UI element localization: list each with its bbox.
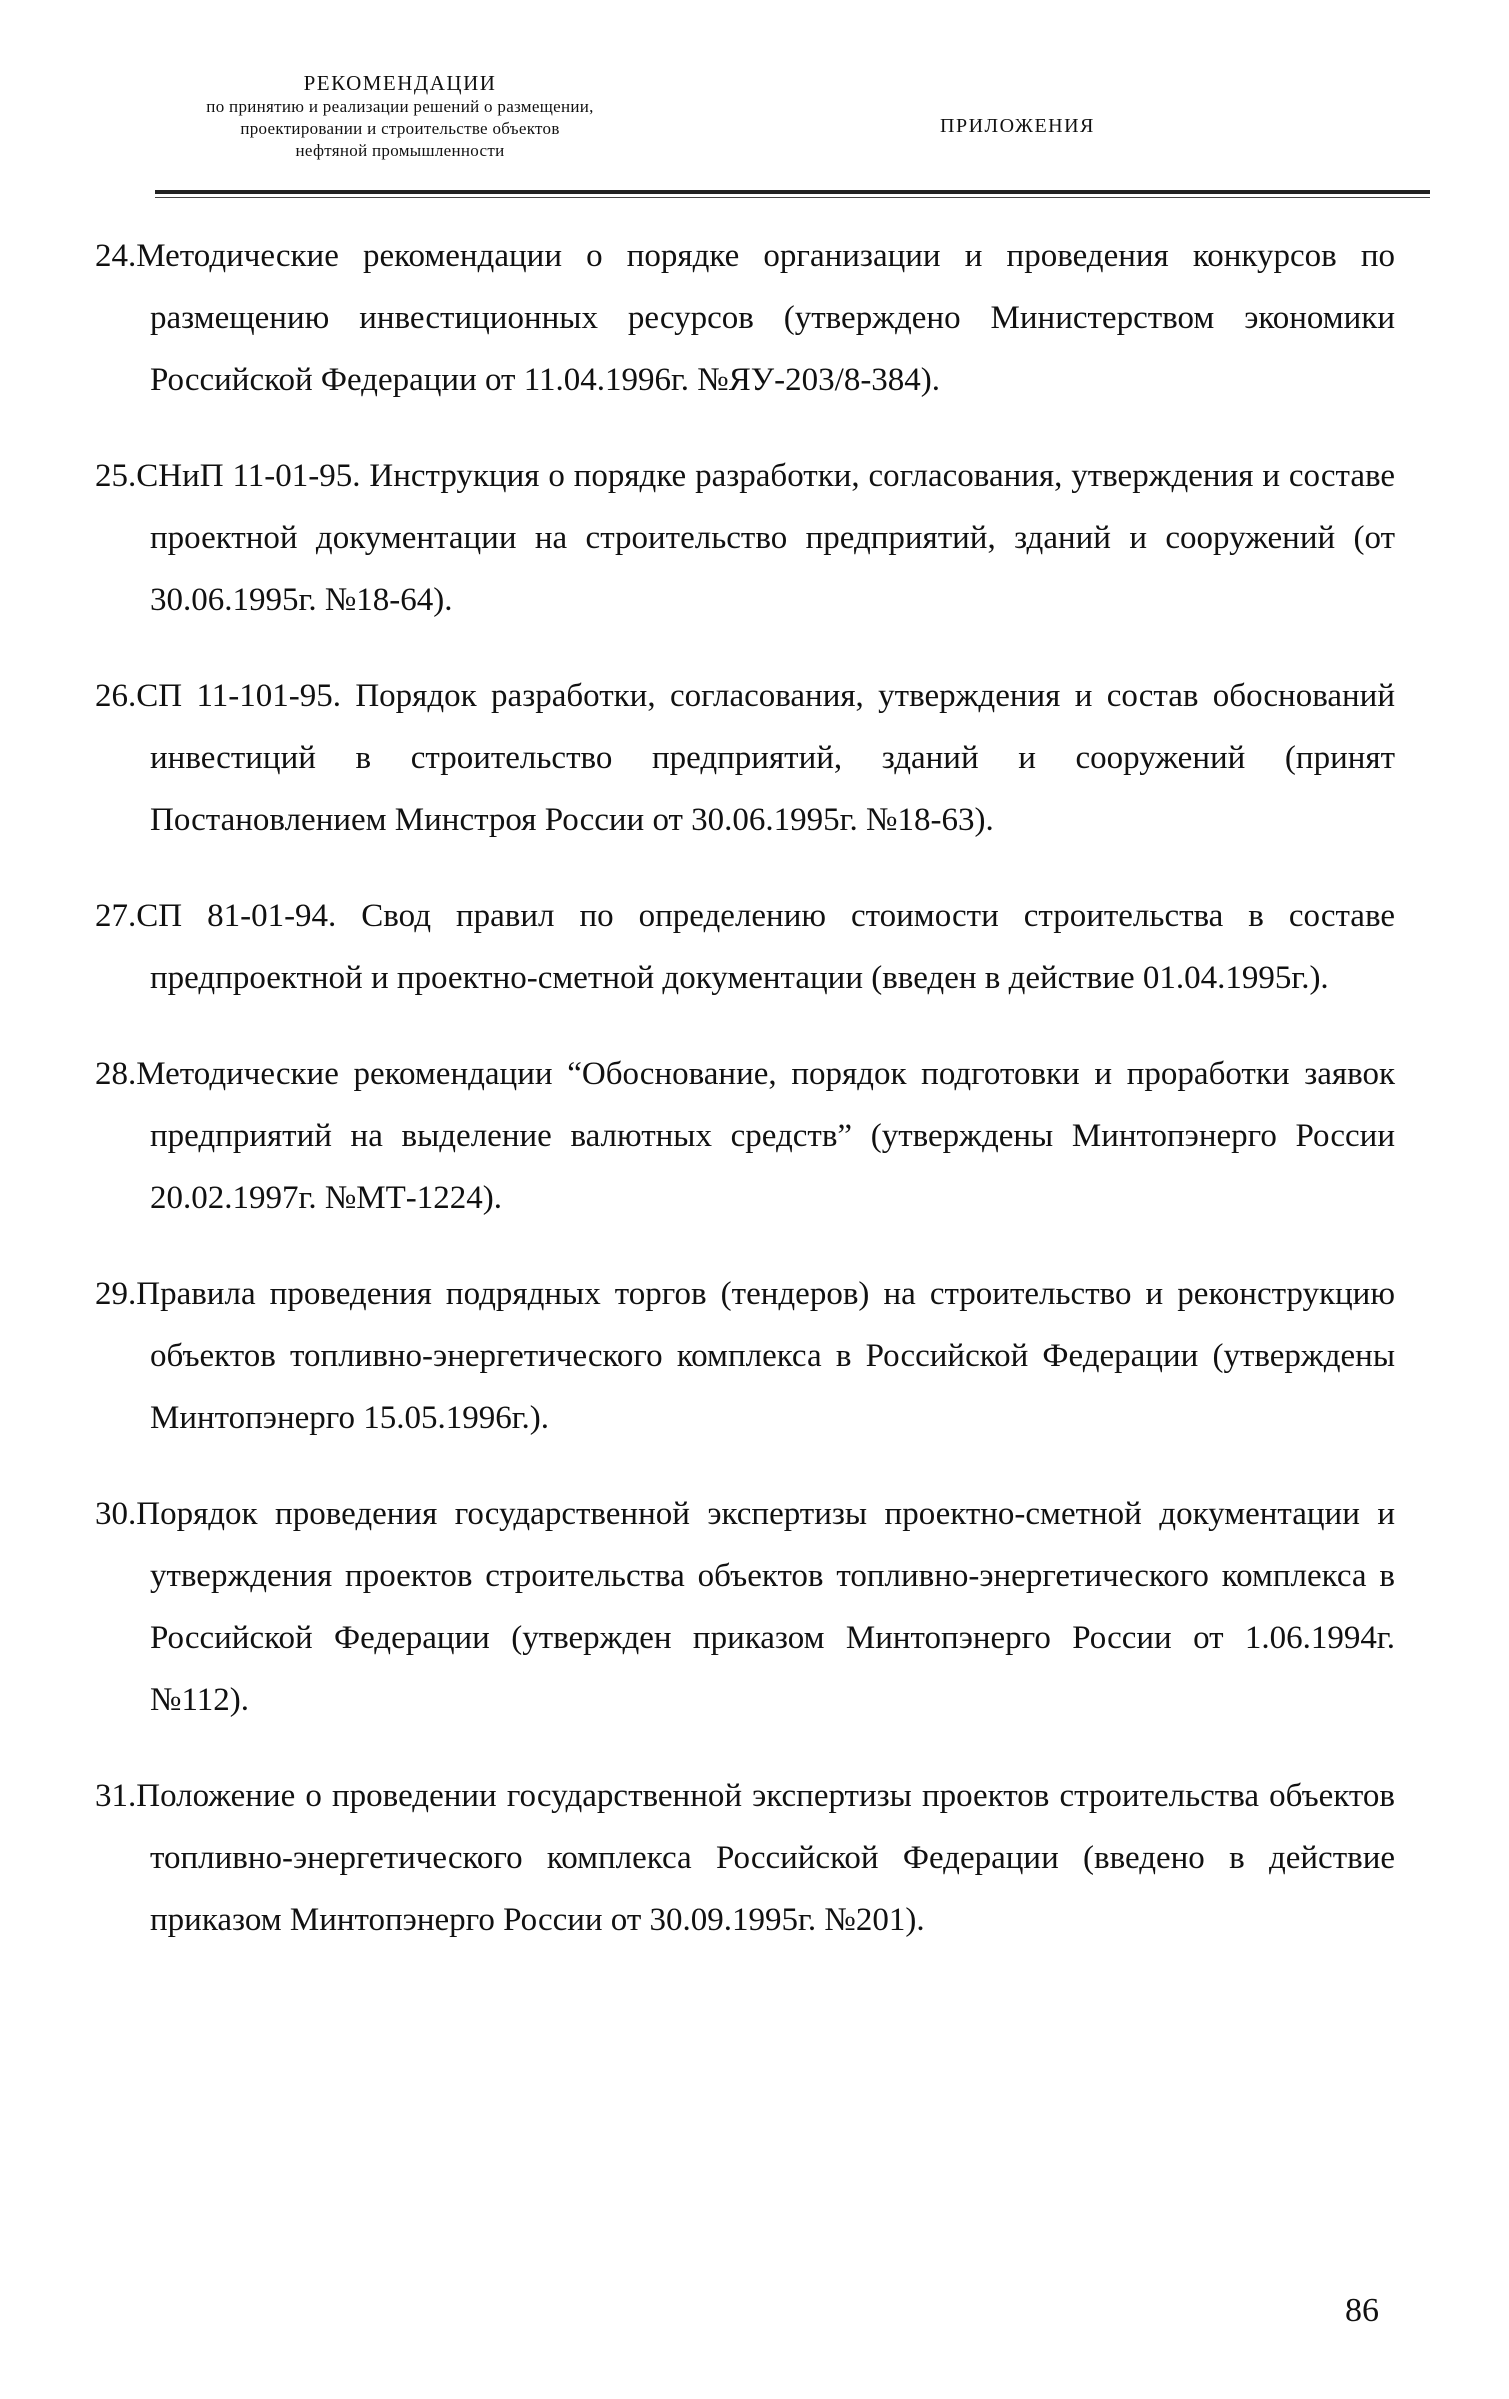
header-title: РЕКОМЕНДАЦИИ [303,71,497,95]
list-item-text: Порядок проведения государственной экспертизы проектно-сметной документации и утверждения проектов строительства объектов топливно-энергетического комплекса в Российской Федерации (утвержден приказом Минтопэнерго России от 1.06.1994г. №112). [136,1496,1395,1718]
list-item-number: 24. [95,238,137,274]
list-item-number: 31. [95,1778,137,1814]
list-item-text: СП 11-101-95. Порядок разработки, согласования, утверждения и состав обоснований инвестиций в строительство предприятий, зданий и сооружений (принят Постановлением Минстроя России от 30.06.1995г. №18-63). [136,678,1395,838]
list-item-number: 30. [95,1496,137,1532]
list-item-number: 29. [95,1276,137,1312]
header-section-label: ПРИЛОЖЕНИЯ [940,115,1095,137]
header-divider [155,190,1430,194]
list-item-text: Методические рекомендации “Обоснование, порядок подготовки и проработки заявок предприятий на выделение валютных средств” (утверждены Минтопэнерго России 20.02.1997г. №МТ-1224). [136,1056,1395,1216]
reference-list [95,225,1395,1985]
list-item-25 [95,445,1395,631]
page-header [0,70,1509,190]
list-item-text: Методические рекомендации о порядке организации и проведения конкурсов по размещению инвестиционных ресурсов (утверждено Министерством экономики Российской Федерации от 11.04.1996г. №ЯУ-203/8-384). [136,238,1395,398]
page-number: 86 [1345,2292,1379,2329]
header-subtitle-line-1: по принятию и реализации решений о размещении, [206,97,594,116]
list-item-26 [95,665,1395,851]
header-document-title-block [120,70,680,162]
header-subtitle-line-3: нефтяной промышленности [295,141,505,160]
list-item-text: Положение о проведении государственной экспертизы проектов строительства объектов топливно-энергетического комплекса Российской Федерации (введено в действие приказом Минтопэнерго России от 30.09.1995г. №201). [136,1778,1395,1938]
list-item-27 [95,885,1395,1009]
list-item-text: Правила проведения подрядных торгов (тендеров) на строительство и реконструкцию объектов топливно-энергетического комплекса в Российской Федерации (утверждены Минтопэнерго 15.05.1996г.). [136,1276,1395,1436]
header-subtitle-line-2: проектировании и строительстве объектов [240,119,560,138]
list-item-number: 25. [95,458,137,494]
list-item-24 [95,225,1395,411]
list-item-text: СП 81-01-94. Свод правил по определению стоимости строительства в составе предпроектной и проектно-сметной документации (введен в действие 01.04.1995г.). [136,898,1395,996]
list-item-number: 26. [95,678,137,714]
list-item-30 [95,1483,1395,1731]
list-item-text: СНиП 11-01-95. Инструкция о порядке разработки, согласования, утверждения и составе проектной документации на строительство предприятий, зданий и сооружений (от 30.06.1995г. №18-64). [136,458,1395,618]
list-item-28 [95,1043,1395,1229]
header-divider-thin [155,197,1430,198]
list-item-number: 28. [95,1056,137,1092]
list-item-number: 27. [95,898,137,934]
list-item-31 [95,1765,1395,1951]
list-item-29 [95,1263,1395,1449]
